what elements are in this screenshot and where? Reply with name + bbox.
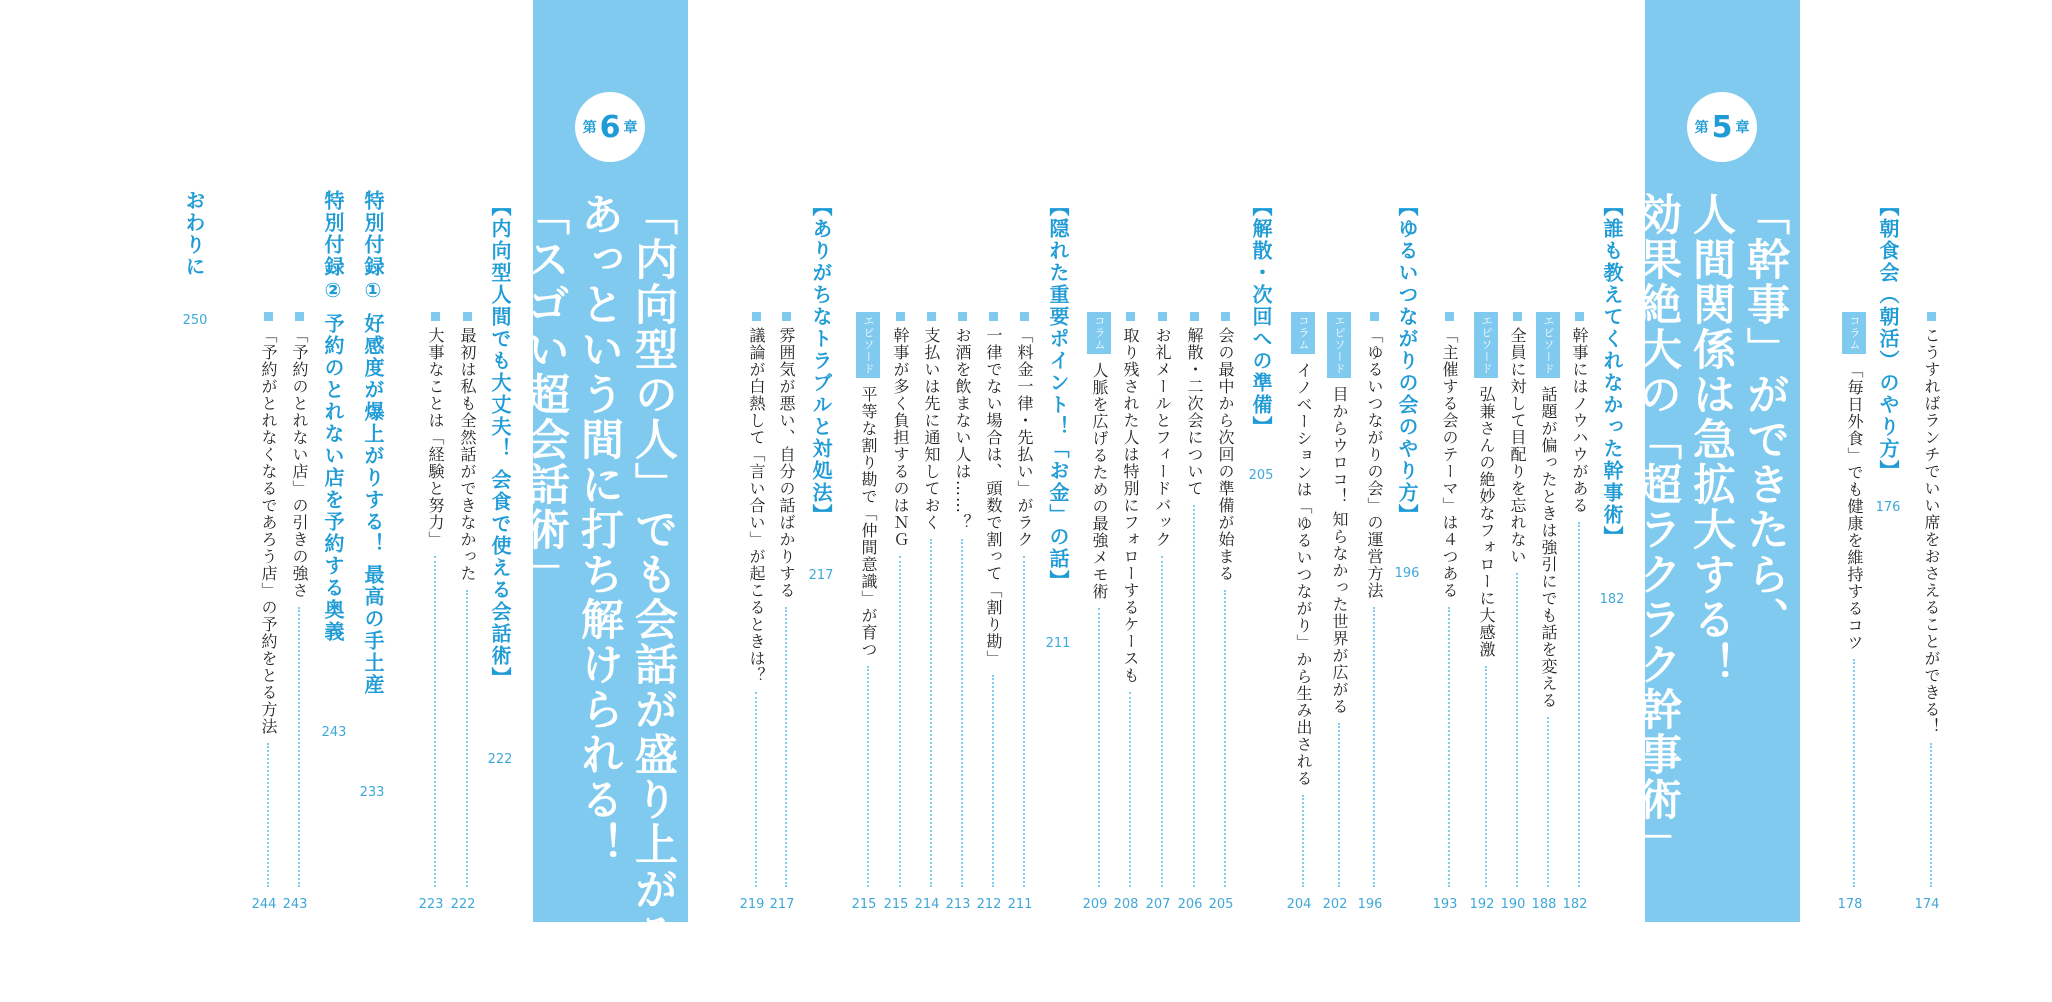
entry-text: 最初は私も全然話ができなかった bbox=[456, 312, 478, 582]
entry-page: 196 bbox=[1357, 897, 1383, 912]
entry-text bbox=[1087, 312, 1111, 600]
toc-entry[interactable] bbox=[251, 312, 280, 912]
entry-page: 214 bbox=[914, 897, 940, 912]
entry-page: 192 bbox=[1469, 897, 1495, 912]
entry-label: 話題が偏ったときは強引にでも話を変える bbox=[1539, 386, 1558, 709]
entry-text: 解散・二次会について bbox=[1183, 312, 1205, 497]
chapter-title-line: 「内向型の人」でも会話が盛り上がる！ bbox=[628, 192, 678, 1002]
entry-page: 174 bbox=[1914, 897, 1940, 912]
entry-text: 「主催する会のテーマ」は４つある bbox=[1438, 312, 1460, 599]
entry-text: 大事なことは「経験と努力」 bbox=[424, 312, 446, 548]
entry-page: 211 bbox=[1007, 897, 1033, 912]
entry-text bbox=[1842, 312, 1866, 651]
dot-leader bbox=[1193, 505, 1195, 887]
section-heading[interactable]: 【隠れた重要ポイント！「お金」の話】 bbox=[1046, 196, 1070, 592]
dot-leader bbox=[1161, 556, 1163, 887]
dot-leader bbox=[1373, 607, 1375, 887]
entry-page: 215 bbox=[851, 897, 877, 912]
episode-tag: エピソード bbox=[1536, 312, 1560, 378]
dot-leader bbox=[1023, 556, 1025, 887]
section-page: 217 bbox=[808, 568, 834, 583]
dot-leader bbox=[466, 590, 468, 887]
dot-leader bbox=[1224, 590, 1226, 887]
entry-page: 204 bbox=[1286, 897, 1312, 912]
entry-text: 幹事にはノウハウがある bbox=[1568, 312, 1590, 514]
toc-entry[interactable] bbox=[282, 312, 311, 912]
section-page: 205 bbox=[1248, 468, 1274, 483]
entry-text: 議論が白熱して「言い合い」が起こるときは？ bbox=[745, 312, 767, 684]
entry-page: 209 bbox=[1082, 897, 1108, 912]
dot-leader bbox=[267, 743, 269, 887]
appendix-1-heading[interactable]: 特別付録① 好感度が爆上がりする！ 最高の手土産 bbox=[361, 190, 385, 696]
entry-label: 弘兼さんの絶妙なフォローに大感激 bbox=[1477, 386, 1496, 658]
entry-label: 平等な割り勘で「仲間意識」が育つ bbox=[859, 386, 878, 658]
dot-leader bbox=[298, 607, 300, 887]
entry-text: こうすればランチでいい席をおさえることができる！ bbox=[1920, 312, 1942, 735]
toc-entry[interactable] bbox=[1469, 312, 1498, 912]
entry-label: 人脈を広げるための最強メモ術 bbox=[1090, 362, 1109, 600]
toc-entry[interactable] bbox=[1322, 312, 1351, 912]
section-page: 222 bbox=[487, 752, 513, 767]
entry-text bbox=[1291, 312, 1315, 787]
entry-page: 182 bbox=[1562, 897, 1588, 912]
entry-page: 222 bbox=[450, 897, 476, 912]
toc-entry[interactable] bbox=[1914, 312, 1943, 912]
toc-entry[interactable] bbox=[418, 312, 447, 912]
toc-entry[interactable] bbox=[1082, 312, 1111, 912]
entry-page: 212 bbox=[976, 897, 1002, 912]
dot-leader bbox=[899, 556, 901, 887]
section-heading[interactable]: 【内向型人間でも大丈夫！ 会食で使える会話術】 bbox=[488, 196, 512, 689]
entry-page: 207 bbox=[1145, 897, 1171, 912]
section-heading[interactable]: 【ゆるいつながりの会のやり方】 bbox=[1395, 196, 1419, 526]
appendix-2-page: 243 bbox=[321, 725, 347, 740]
dot-leader bbox=[785, 607, 787, 887]
chapter-5-title bbox=[1630, 192, 1792, 867]
entry-text bbox=[1474, 312, 1498, 658]
entry-text: 「料金一律・先払い」がラク bbox=[1013, 312, 1035, 548]
section-heading[interactable]: 【朝食会（朝活）のやり方】 bbox=[1876, 196, 1900, 482]
toc-entry[interactable] bbox=[976, 312, 1005, 912]
toc-entry[interactable] bbox=[1531, 312, 1560, 912]
chapter-5-badge bbox=[1687, 92, 1757, 162]
toc-entry[interactable] bbox=[1007, 312, 1036, 912]
entry-page: 215 bbox=[883, 897, 909, 912]
entry-label: イノベーションは「ゆるいつながり」から生み出される bbox=[1294, 362, 1313, 787]
chapter-number: 6 bbox=[599, 109, 621, 145]
chapter-title-line: 「スゴい超会話術」 bbox=[520, 192, 570, 597]
closing-page: 250 bbox=[182, 313, 208, 328]
entry-text: 会の最中から次回の準備が始まる bbox=[1214, 312, 1236, 582]
dot-leader bbox=[1578, 522, 1580, 887]
entry-page: 217 bbox=[769, 897, 795, 912]
entry-page: 243 bbox=[282, 897, 308, 912]
dot-leader bbox=[1930, 743, 1932, 887]
toc-entry[interactable] bbox=[1837, 312, 1866, 912]
entry-page: 202 bbox=[1322, 897, 1348, 912]
dot-leader bbox=[1448, 607, 1450, 887]
dot-leader bbox=[434, 556, 436, 887]
dot-leader bbox=[1516, 573, 1518, 887]
entry-page: 206 bbox=[1177, 897, 1203, 912]
toc-entry[interactable] bbox=[851, 312, 880, 912]
toc-entry[interactable] bbox=[945, 312, 974, 912]
toc-entry[interactable] bbox=[769, 312, 798, 912]
chapter-6-title bbox=[518, 192, 680, 1002]
column-tag: コラム bbox=[1087, 312, 1111, 354]
chapter-number: 5 bbox=[1711, 109, 1733, 145]
toc-entry[interactable] bbox=[450, 312, 479, 912]
entry-text: 全員に対して目配りを忘れない bbox=[1506, 312, 1528, 565]
entry-page: 219 bbox=[739, 897, 765, 912]
chapter-5-band bbox=[1632, 0, 1800, 922]
entry-page: 190 bbox=[1500, 897, 1526, 912]
section-page: 211 bbox=[1045, 636, 1071, 651]
entry-page: 193 bbox=[1432, 897, 1458, 912]
entry-text: 取り残された人は特別にフォローするケースも bbox=[1119, 312, 1141, 684]
dot-leader bbox=[961, 539, 963, 887]
entry-text: 一律でない場合は、頭数で割って「割り勘」 bbox=[982, 312, 1004, 667]
chapter-title-line: 人間関係は急拡大する！ bbox=[1686, 192, 1736, 687]
entry-text: 「予約がとれなくなるであろう店」の予約をとる方法 bbox=[257, 312, 279, 735]
entry-text bbox=[1536, 312, 1560, 709]
dot-leader bbox=[1098, 608, 1100, 887]
toc-entry[interactable] bbox=[1562, 312, 1591, 912]
chapter-badge-prefix: 第 bbox=[1694, 120, 1709, 136]
section-heading[interactable]: 【誰も教えてくれなかった幹事術】 bbox=[1600, 196, 1624, 548]
chapter-badge-prefix: 第 bbox=[582, 120, 597, 136]
column-tag: コラム bbox=[1842, 312, 1866, 354]
entry-text: 「予約のとれない店」の引きの強さ bbox=[288, 312, 310, 599]
toc-entry[interactable] bbox=[1177, 312, 1206, 912]
dot-leader bbox=[1485, 666, 1487, 887]
entry-text bbox=[856, 312, 880, 658]
chapter-title-line: 効果絶大の「超ラクラク幹事術」 bbox=[1632, 192, 1682, 867]
toc-entry[interactable] bbox=[1208, 312, 1237, 912]
toc-entry[interactable] bbox=[1432, 312, 1461, 912]
toc-entry[interactable] bbox=[1500, 312, 1529, 912]
entry-page: 213 bbox=[945, 897, 971, 912]
entry-label: 目からウロコ！ 知らなかった世界が広がる bbox=[1330, 386, 1349, 716]
entry-text: 雰囲気が悪い、自分の話ばかりする bbox=[775, 312, 797, 599]
toc-entry[interactable] bbox=[1113, 312, 1142, 912]
episode-tag: エピソード bbox=[1327, 312, 1351, 378]
section-page: 176 bbox=[1875, 500, 1901, 515]
chapter-title-line: あっという間に打ち解けられる！ bbox=[574, 192, 624, 867]
episode-tag: エピソード bbox=[1474, 312, 1498, 378]
chapter-6-badge bbox=[575, 92, 645, 162]
entry-page: 205 bbox=[1208, 897, 1234, 912]
toc-entry[interactable] bbox=[883, 312, 912, 912]
chapter-6-band bbox=[520, 0, 688, 1002]
appendix-2-heading[interactable]: 特別付録② 予約のとれない店を予約する奥義 bbox=[321, 190, 345, 643]
entry-page: 178 bbox=[1837, 897, 1863, 912]
toc-entry[interactable] bbox=[914, 312, 943, 912]
dot-leader bbox=[1853, 659, 1855, 887]
section-heading[interactable]: 【ありがちなトラブルと対処法】 bbox=[809, 196, 833, 526]
entry-text: 幹事が多く負担するのはＮＧ bbox=[889, 312, 911, 548]
chapter-title-line: 「幹事」ができたら、 bbox=[1740, 192, 1790, 642]
entry-text: お礼メールとフィードバック bbox=[1151, 312, 1173, 548]
appendix-1-page: 233 bbox=[359, 785, 385, 800]
toc-entry[interactable] bbox=[1145, 312, 1174, 912]
chapter-badge-suffix: 章 bbox=[1735, 120, 1750, 136]
entry-page: 223 bbox=[418, 897, 444, 912]
dot-leader bbox=[1338, 723, 1340, 887]
dot-leader bbox=[1129, 692, 1131, 887]
entry-text: 支払いは先に通知しておく bbox=[920, 312, 942, 531]
dot-leader bbox=[1547, 717, 1549, 887]
entry-text: お酒を飲まない人は……？ bbox=[951, 312, 973, 531]
toc-entry[interactable] bbox=[739, 312, 768, 912]
chapter-badge-suffix: 章 bbox=[623, 120, 638, 136]
entry-label: 「毎日外食」でも健康を維持するコツ bbox=[1845, 362, 1864, 651]
episode-tag: エピソード bbox=[856, 312, 880, 378]
entry-page: 208 bbox=[1113, 897, 1139, 912]
dot-leader bbox=[930, 539, 932, 887]
dot-leader bbox=[1302, 795, 1304, 887]
dot-leader bbox=[992, 675, 994, 887]
column-tag: コラム bbox=[1291, 312, 1315, 354]
section-heading[interactable]: 【解散・次回への準備】 bbox=[1249, 196, 1273, 438]
entry-page: 244 bbox=[251, 897, 277, 912]
dot-leader bbox=[867, 666, 869, 887]
toc-entry[interactable] bbox=[1286, 312, 1315, 912]
closing-heading[interactable]: おわりに bbox=[182, 190, 206, 278]
section-page: 182 bbox=[1599, 592, 1625, 607]
toc-entry[interactable] bbox=[1357, 312, 1386, 912]
entry-text bbox=[1327, 312, 1351, 715]
dot-leader bbox=[755, 692, 757, 887]
section-page: 196 bbox=[1394, 566, 1420, 581]
entry-page: 188 bbox=[1531, 897, 1557, 912]
entry-text: 「ゆるいつながりの会」の運営方法 bbox=[1363, 312, 1385, 599]
